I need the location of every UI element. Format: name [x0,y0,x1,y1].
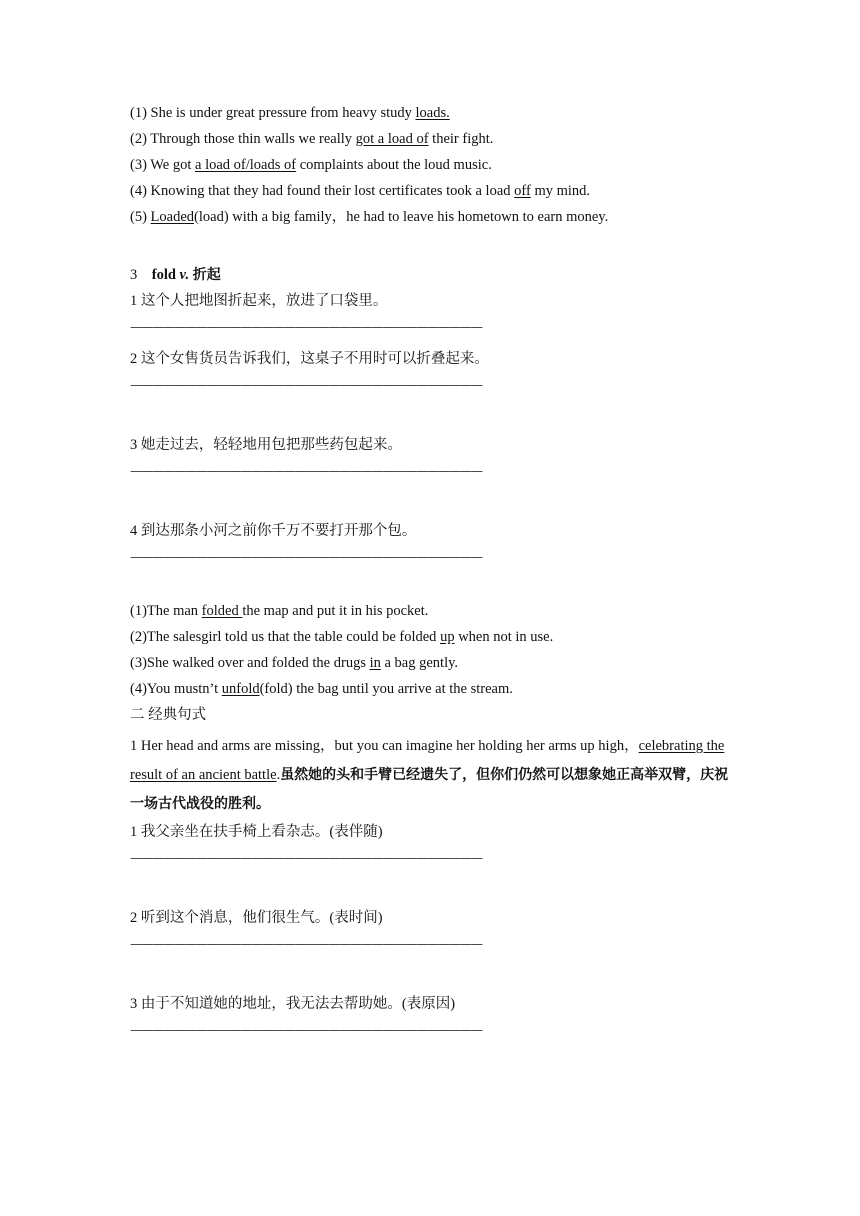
worksheet-page [130,100,740,1043]
load-answers [130,100,740,230]
translation-prompt: 4 到达那条小河之前你千万不要打开那个包。 [130,523,417,539]
answer-underlined: Loaded [150,209,195,225]
answer-blank[interactable]: ———————————————————————————————— [130,378,482,392]
answer-blank[interactable]: ———————————————————————————————— [130,1023,482,1037]
answer-line: (3) We got a load of/loads of complaints about the loud music. [130,157,492,173]
translation-prompt: 2 听到这个消息，他们很生气。(表时间) [130,910,383,926]
translation-prompt: 1 我父亲坐在扶手椅上看杂志。(表伴随) [130,824,383,840]
translation-prompt: 1 这个人把地图折起来，放进了口袋里。 [130,293,388,309]
answer-line: (1) She is under great pressure from heavy study loads. [130,105,450,121]
answer-line: (5) Loaded(load) with a big family，he had to leave his hometown to earn money. [130,209,609,225]
example-sentence: 1 Her head and arms are missing，but you can imagine her holding her arms up high，celebrating the result of an ancient battle.虽然她的头和手臂已经遗失了，但你们仍然可以想象她正高举双臂，庆祝一场古代战役的胜利。 [130,738,729,812]
answer-underlined: a load of/loads of [195,157,297,173]
example-underlined: celebrating the result of an ancient battle [130,738,725,783]
answer-blank[interactable]: ———————————————————————————————— [130,464,482,478]
answer-underlined: loads. [415,105,450,121]
answer-line: (2)The salesgirl told us that the table could be folded up when not in use. [130,629,554,645]
answer-underlined: got a load of [355,131,429,147]
answer-blank[interactable]: ———————————————————————————————— [130,550,482,564]
translation-prompt: 3 由于不知道她的地址，我无法去帮助她。(表原因) [130,996,456,1012]
answer-line: (4) Knowing that they had found their lost certificates took a load off my mind. [130,183,591,199]
fold-answers [130,598,740,702]
translation-prompt: 2 这个女售货员告诉我们，这桌子不用时可以折叠起来。 [130,351,489,367]
answer-line: (4)You mustn’t unfold(fold) the bag until you arrive at the stream. [130,681,513,697]
section-heading-patterns: 二 经典句式 [130,707,207,723]
answer-blank[interactable]: ———————————————————————————————— [130,937,482,951]
answer-line: (3)She walked over and folded the drugs in a bag gently. [130,655,459,671]
example-translation: 虽然她的头和手臂已经遗失了，但你们仍然可以想象她正高举双臂，庆祝一场古代战役的胜利。 [130,767,729,812]
answer-underlined: in [369,655,381,671]
answer-underlined: folded [201,603,243,619]
answer-blank[interactable]: ———————————————————————————————— [130,320,482,334]
translation-prompt: 3 她走过去，轻轻地用包把那些药包起来。 [130,437,402,453]
answer-underlined: unfold [221,681,260,697]
answer-line: (1)The man folded the map and put it in his pocket. [130,603,429,619]
answer-blank[interactable]: ———————————————————————————————— [130,851,482,865]
answer-line: (2) Through those thin walls we really got a load of their fight. [130,131,494,147]
section-heading-fold: 3 fold v. 折起 [130,267,221,283]
answer-underlined: off [514,183,531,199]
answer-underlined: up [440,629,455,645]
